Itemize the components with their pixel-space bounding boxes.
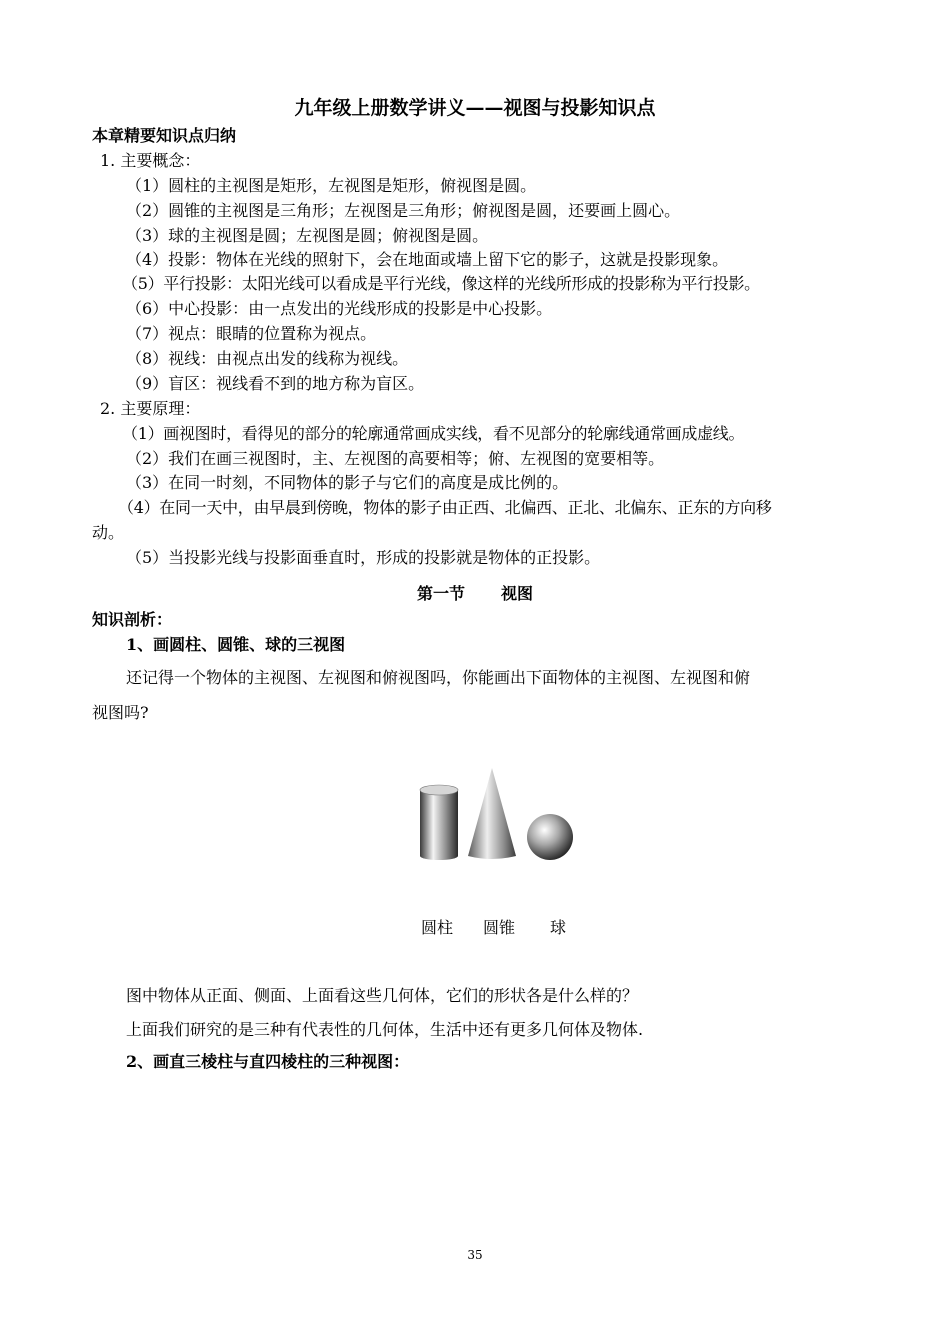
cone-shape — [468, 768, 516, 859]
section-name: 视图 — [501, 584, 534, 603]
concept-item: （8）视线：由视点出发的线称为视线。 — [126, 349, 409, 368]
concept-item: （3）球的主视图是圆；左视图是圆；俯视图是圆。 — [126, 226, 489, 245]
solids-figure — [410, 762, 590, 872]
concept-item: （6）中心投影：由一点发出的光线形成的投影是中心投影。 — [126, 299, 553, 318]
principle-item: （1）画视图时，看得见的部分的轮廓通常画成实线，看不见部分的轮廓线通常画成虚线。 — [122, 424, 745, 443]
concept-item: （2）圆锥的主视图是三角形；左视图是三角形；俯视图是圆，还要画上圆心。 — [126, 201, 681, 220]
sphere-label: 球 — [550, 918, 567, 937]
topic1-paragraph: 还记得一个物体的主视图、左视图和俯视图吗，你能画出下面物体的主视图、左视图和俯 — [126, 668, 751, 687]
cylinder-label: 圆柱 — [421, 918, 454, 937]
topic1-note: 上面我们研究的是三种有代表性的几何体，生活中还有更多几何体及物体. — [126, 1020, 644, 1039]
principle-item: （3）在同一时刻，不同物体的影子与它们的高度是成比例的。 — [126, 473, 569, 492]
principle-item: （2）我们在画三视图时，主、左视图的高要相等；俯、左视图的宽要相等。 — [126, 449, 665, 468]
concept-item: （4）投影：物体在光线的照射下，会在地面或墙上留下它的影子，这就是投影现象。 — [126, 250, 729, 269]
concepts-heading: 1. 主要概念： — [100, 151, 201, 170]
concept-item: （7）视点：眼睛的位置称为视点。 — [126, 324, 377, 343]
page-number: 35 — [467, 1248, 483, 1262]
topic1-heading: 1、画圆柱、圆锥、球的三视图 — [126, 635, 346, 654]
analysis-heading: 知识剖析： — [92, 610, 173, 629]
page-title: 九年级上册数学讲义——视图与投影知识点 — [294, 97, 656, 119]
concept-item: （9）盲区：视线看不到的地方称为盲区。 — [126, 374, 425, 393]
section-number: 第一节 — [416, 584, 465, 603]
section-heading — [0, 584, 950, 604]
principle-item: （5）当投影光线与投影面垂直时，形成的投影就是物体的正投影。 — [126, 548, 601, 567]
sphere-shape — [527, 814, 573, 860]
cone-label: 圆锥 — [483, 918, 516, 937]
principle-item-continued: 动。 — [92, 523, 125, 542]
topic1-paragraph-continued: 视图吗? — [92, 703, 149, 722]
concept-item: （1）圆柱的主视图是矩形，左视图是矩形，俯视图是圆。 — [126, 176, 537, 195]
topic2-heading: 2、画直三棱柱与直四棱柱的三种视图： — [126, 1052, 410, 1071]
principles-heading: 2. 主要原理： — [100, 399, 201, 418]
concept-item: （5）平行投影：太阳光线可以看成是平行光线，像这样的光线所形成的投影称为平行投影。 — [122, 274, 760, 293]
topic1-question: 图中物体从正面、侧面、上面看这些几何体，它们的形状各是什么样的？ — [126, 986, 639, 1005]
cylinder-shape — [420, 785, 458, 860]
summary-heading: 本章精要知识点归纳 — [92, 126, 237, 145]
principle-item: （4）在同一天中，由早晨到傍晚，物体的影子由正西、北偏西、正北、北偏东、正东的方向移 — [118, 498, 772, 517]
